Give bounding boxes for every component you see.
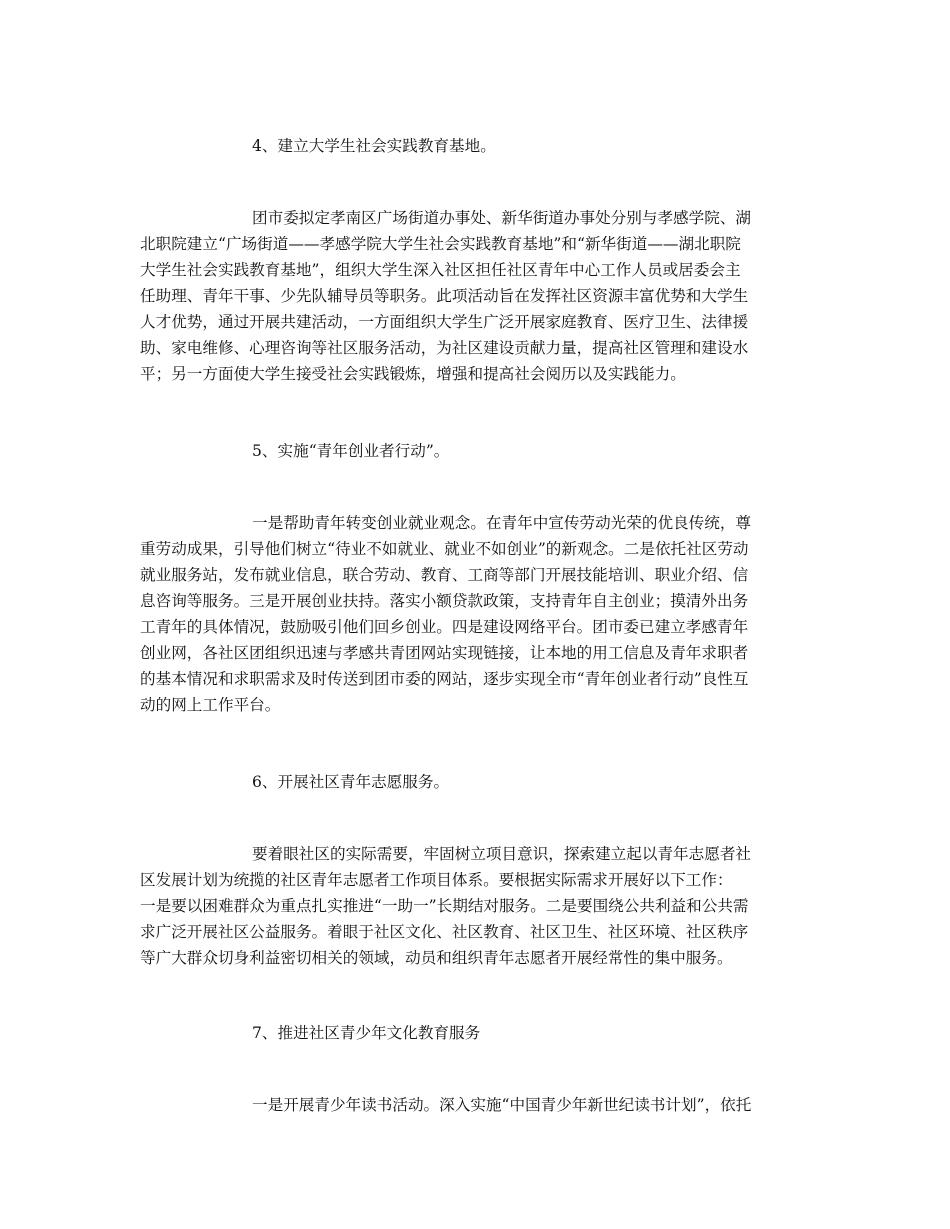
section-heading: 6、开展社区青年志愿服务。: [252, 773, 450, 791]
paragraph-line: 的基本情况和求职需求及时传送到团市委的网站，逐步实现全市“青年创业者行动”良性互: [140, 670, 749, 688]
paragraph-line: 息咨询等服务。三是开展创业扶持。落实小额贷款政策，支持青年自主创业；摸清外出务: [140, 592, 749, 610]
paragraph-line: 一是开展青少年读书活动。深入实施“中国青少年新世纪读书计划”，依托: [252, 1096, 752, 1114]
paragraph-line: 北职院建立“广场街道——孝感学院大学生社会实践教育基地”和“新华街道——湖北职院: [140, 235, 741, 253]
paragraph-line: 大学生社会实践教育基地”，组织大学生深入社区担任社区青年中心工作人员或居委会主: [140, 261, 741, 279]
paragraph-line: 助、家电维修、心理咨询等社区服务活动，为社区建设贡献力量，提高社区管理和建设水: [140, 339, 749, 357]
paragraph-line: 重劳动成果，引导他们树立“待业不如就业、就业不如创业”的新观念。二是依托社区劳动: [140, 540, 749, 558]
paragraph-line: 工青年的具体情况，鼓励吸引他们回乡创业。四是建设网络平台。团市委已建立孝感青年: [140, 618, 749, 636]
paragraph-line: 区发展计划为统揽的社区青年志愿者工作项目体系。要根据实际需求开展好以下工作：: [140, 871, 733, 889]
paragraph-line: 要着眼社区的实际需要，牢固树立项目意识，探索建立起以青年志愿者社: [252, 845, 752, 863]
section-heading: 4、建立大学生社会实践教育基地。: [252, 137, 496, 155]
paragraph-line: 就业服务站，发布就业信息，联合劳动、教育、工商等部门开展技能培训、职业介绍、信: [140, 566, 749, 584]
paragraph-line: 一是帮助青年转变创业就业观念。在青年中宣传劳动光荣的优良传统，尊: [252, 514, 752, 532]
paragraph-line: 求广泛开展社区公益服务。着眼于社区文化、社区教育、社区卫生、社区环境、社区秩序: [140, 923, 749, 941]
paragraph-line: 平；另一方面使大学生接受社会实践锻炼，增强和提高社会阅历以及实践能力。: [140, 365, 686, 383]
paragraph-line: 等广大群众切身利益密切相关的领域，动员和组织青年志愿者开展经常性的集中服务。: [140, 949, 733, 967]
paragraph-line: 任助理、青年干事、少先队辅导员等职务。此项活动旨在发挥社区资源丰富优势和大学生: [140, 287, 749, 305]
paragraph-line: 动的网上工作平台。: [140, 696, 281, 714]
paragraph-line: 一是要以困难群众为重点扎实推进“一助一”长期结对服务。二是要围绕公共利益和公共需: [140, 897, 749, 915]
paragraph-line: 创业网，各社区团组织迅速与孝感共青团网站实现链接，让本地的用工信息及青年求职者: [140, 644, 749, 662]
paragraph-line: 人才优势，通过开展共建活动，一方面组织大学生广泛开展家庭教育、医疗卫生、法律援: [140, 313, 749, 331]
section-heading: 7、推进社区青少年文化教育服务: [252, 1024, 481, 1042]
paragraph-line: 团市委拟定孝南区广场街道办事处、新华街道办事处分别与孝感学院、湖: [252, 209, 752, 227]
section-heading: 5、实施“青年创业者行动”。: [252, 442, 450, 460]
